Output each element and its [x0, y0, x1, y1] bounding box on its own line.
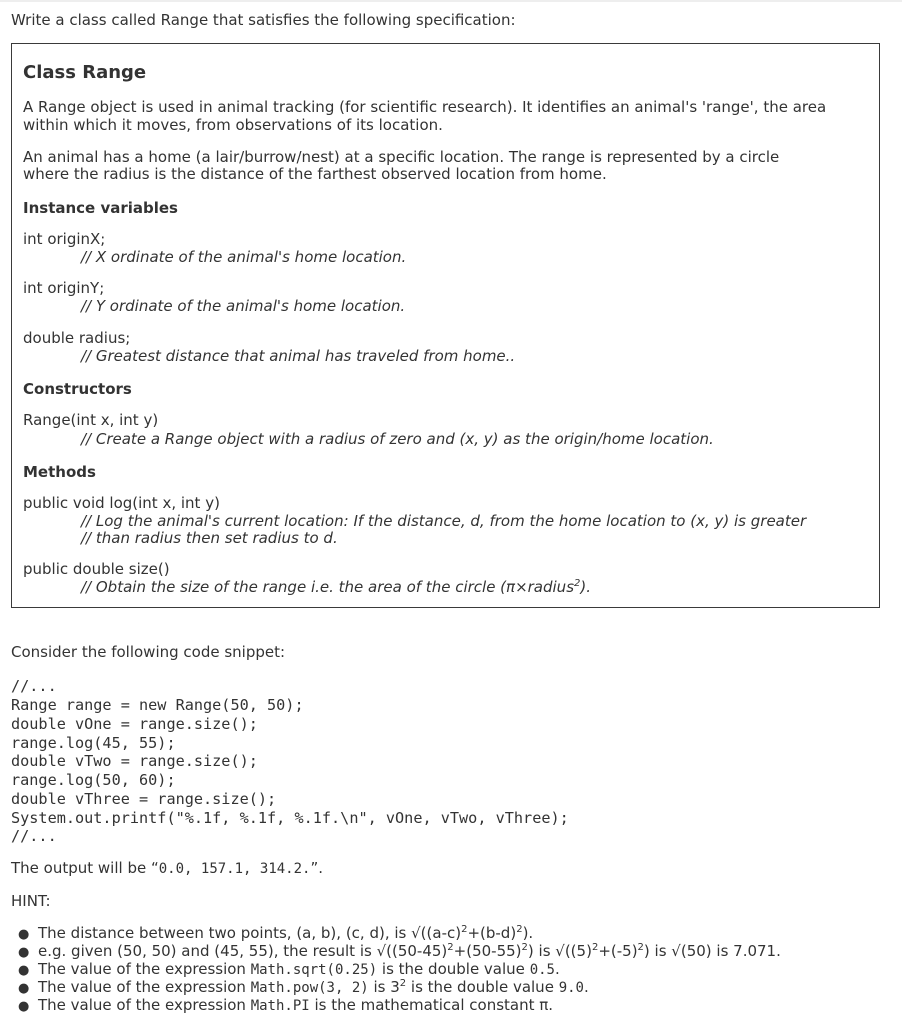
snippet-intro: Consider the following code snippet: — [11, 643, 286, 661]
log-decl: public void log(int x, int y) — [23, 494, 220, 512]
bullet-icon: ● — [18, 927, 30, 942]
var-originx-decl: int originX; — [23, 230, 106, 248]
desc2-line1: An animal has a home (a lair/burrow/nest) at a specific location. The range is represented by a circle — [23, 148, 780, 166]
code-line: //... — [11, 677, 57, 695]
var-radius-comment: // Greatest distance that animal has traveled from home.. — [81, 347, 516, 365]
code-line: double vThree = range.size(); — [11, 790, 277, 808]
ctor-comment: // Create a Range object with a radius of zero and (x, y) as the origin/home location. — [81, 430, 714, 448]
bullet-icon: ● — [18, 945, 30, 960]
code-line: double vOne = range.size(); — [11, 715, 258, 733]
code-line: range.log(45, 55); — [11, 734, 176, 752]
hint-item: ● The distance between two points, (a, b), (c, d), is $√((a-c)^2+(b-d)^2)$. — [18, 924, 534, 942]
hint-item: ● The value of the expression Math.pow(3, 2) is $3^2$ is the double value 9.0. — [18, 978, 589, 996]
code-line: range.log(50, 60); — [11, 771, 176, 789]
desc2-line2: where the radius is the distance of the farthest observed location from home. — [23, 165, 607, 183]
var-originx-comment: // X ordinate of the animal's home location. — [81, 248, 407, 266]
size-decl: public double size() — [23, 560, 170, 578]
methods-heading: Methods — [23, 463, 96, 481]
var-originy-comment: // Y ordinate of the animal's home location. — [81, 297, 406, 315]
constructors-heading: Constructors — [23, 380, 132, 398]
hint-item: ● e.g. given (50, 50) and (45, 55), the result is $√((50-45)^2+(50-55)^2)$ is $√((5)^2+(-5)^2)$ is √(50) is 7.071. — [18, 942, 781, 960]
var-originy-decl: int originY; — [23, 279, 105, 297]
intro-text: Write a class called Range that satisfies the following specification: — [11, 11, 516, 29]
log-comment-1: // Log the animal's current location: If the distance, d, from the home location to (x, y) is greater — [81, 512, 807, 530]
var-radius-decl: double radius; — [23, 329, 131, 347]
code-line: //... — [11, 827, 57, 845]
log-comment-2: // than radius then set radius to d. — [81, 529, 338, 547]
bullet-icon: ● — [18, 963, 30, 978]
top-divider — [0, 0, 902, 2]
code-line: Range range = new Range(50, 50); — [11, 696, 304, 714]
class-title: Class Range — [23, 62, 147, 83]
bullet-icon: ● — [18, 981, 30, 996]
class-spec-box — [11, 43, 880, 608]
code-line: double vTwo = range.size(); — [11, 752, 258, 770]
output-statement: The output will be “0.0, 157.1, 314.2.”. — [11, 859, 324, 877]
desc1-line1: A Range object is used in animal tracking (for scientific research). It identifies an animal's 'range', the area — [23, 98, 827, 116]
bullet-icon: ● — [18, 999, 30, 1014]
desc1-line2: within which it moves, from observations of its location. — [23, 116, 443, 134]
instance-heading: Instance variables — [23, 199, 178, 217]
ctor-decl: Range(int x, int y) — [23, 411, 159, 429]
hint-item: ● The value of the expression Math.sqrt(0.25) is the double value 0.5. — [18, 960, 560, 978]
code-line: System.out.printf("%.1f, %.1f, %.1f.\n", vOne, vTwo, vThree); — [11, 809, 569, 827]
hint-item: ● The value of the expression Math.PI is the mathematical constant π. — [18, 996, 554, 1014]
hint-label: HINT: — [11, 892, 51, 910]
size-comment: // Obtain the size of the range i.e. the area of the circle (π×radius$^2$). — [81, 578, 592, 596]
